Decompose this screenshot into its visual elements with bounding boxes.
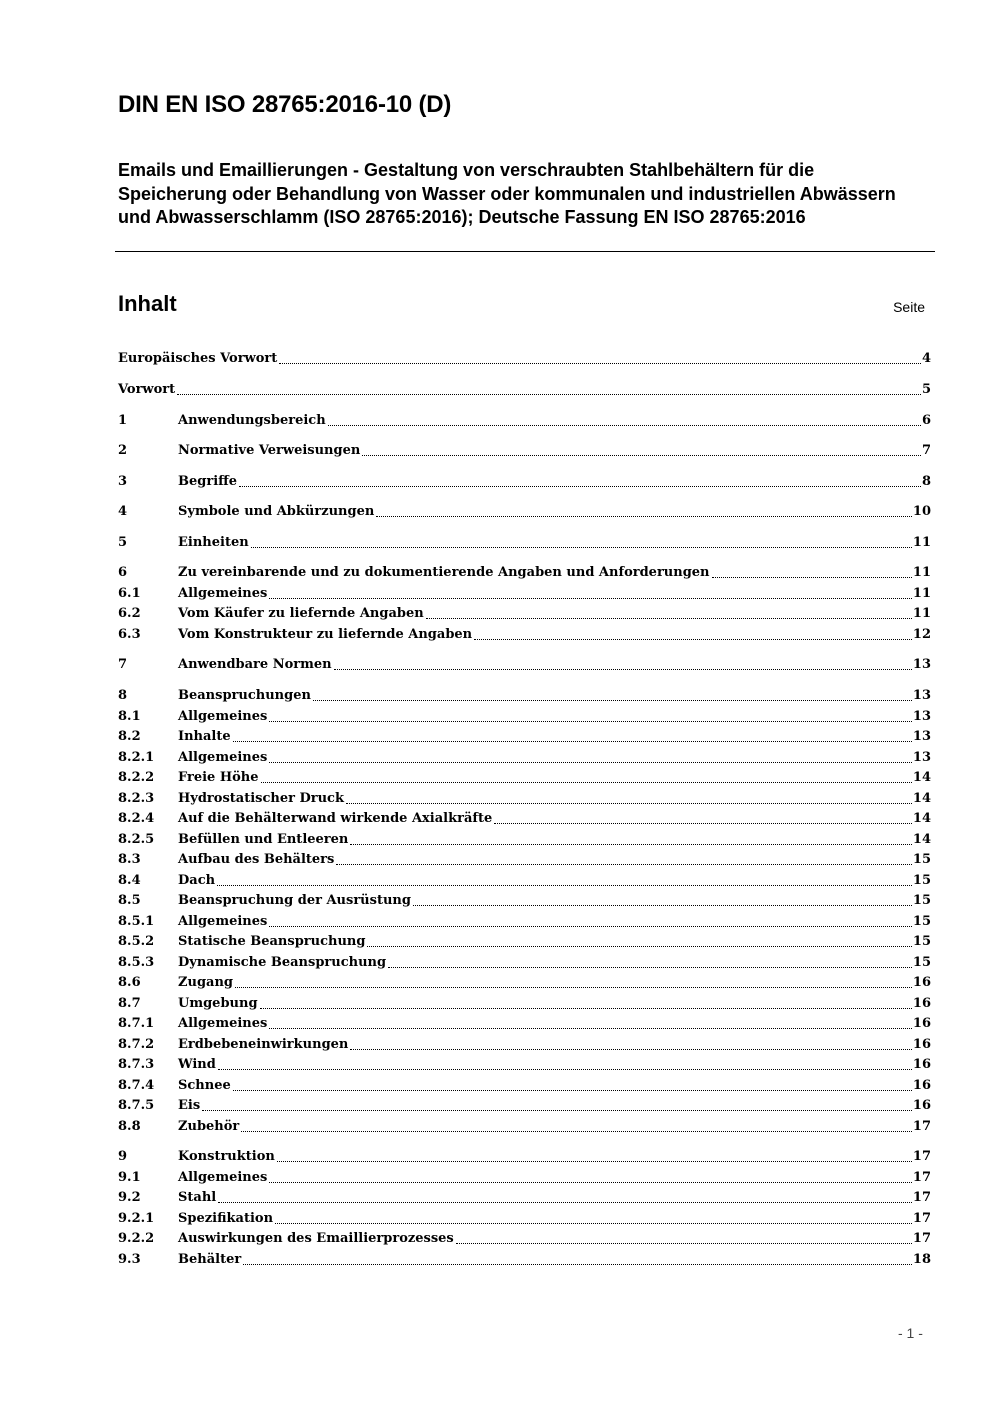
toc-entry-page: 15 — [912, 873, 931, 888]
toc-entry-title: Dynamische Beanspruchung — [178, 955, 387, 970]
toc-dot-leader — [243, 1264, 912, 1265]
toc-entry[interactable] — [118, 1033, 931, 1053]
toc-dot-leader — [350, 844, 912, 845]
toc-dot-leader — [277, 1161, 912, 1162]
toc-entry[interactable] — [118, 500, 931, 520]
toc-entry-title: Allgemeines — [178, 750, 268, 765]
toc-entry-title: Dach — [178, 873, 216, 888]
toc-entry-number: 3 — [118, 474, 128, 489]
toc-entry-page: 13 — [912, 750, 931, 765]
toc-dot-leader — [336, 864, 912, 865]
toc-entry-title: Allgemeines — [178, 1170, 268, 1185]
toc-entry-title: Hydrostatischer Druck — [178, 791, 344, 806]
toc-entry[interactable] — [118, 1186, 931, 1206]
toc-heading: Inhalt — [118, 291, 177, 316]
toc-entry-title: Auswirkungen des Emaillierprozesses — [178, 1231, 454, 1246]
toc-dot-leader — [350, 1049, 912, 1050]
title-divider — [115, 251, 935, 252]
toc-entry-title: Vorwort — [118, 382, 176, 397]
toc-entry-page: 16 — [912, 1078, 931, 1093]
toc-entry[interactable] — [118, 1166, 931, 1186]
toc-entry-title: Befüllen und Entleeren — [178, 832, 349, 847]
toc-entry[interactable] — [118, 910, 931, 930]
toc-dot-leader — [235, 987, 912, 988]
document-title: DIN EN ISO 28765:2016-10 (D) — [118, 91, 452, 118]
toc-dot-leader — [346, 803, 912, 804]
toc-entry[interactable] — [118, 531, 931, 551]
toc-entry-title: Zugang — [178, 975, 233, 990]
toc-entry-title: Allgemeines — [178, 586, 268, 601]
toc-entry-number: 8.5.1 — [118, 914, 155, 929]
toc-entry-page: 17 — [912, 1119, 931, 1134]
toc-entry-page: 4 — [921, 351, 931, 366]
toc-entry-page: 15 — [912, 955, 931, 970]
toc-dot-leader — [269, 1028, 912, 1029]
toc-entry-title: Stahl — [178, 1190, 217, 1205]
toc-dot-leader — [474, 639, 912, 640]
toc-dot-leader — [241, 1131, 912, 1132]
toc-entry-page: 14 — [912, 770, 931, 785]
toc-entry-page: 13 — [912, 729, 931, 744]
toc-entry[interactable] — [118, 746, 931, 766]
toc-entry-page: 11 — [912, 606, 931, 621]
toc-entry-number: 9.3 — [118, 1252, 141, 1267]
toc-dot-leader — [362, 455, 921, 456]
toc-dot-leader — [367, 946, 911, 947]
document-subtitle: Emails und Emaillierungen - Gestaltung von verschraubten Stahlbehältern für die Speicherung oder Behandlung von Wasser oder kommunalen und industriellen Abwässern und Abwasserschlamm (ISO 28765:2016); Deutsche Fassung EN ISO 28765:2016 — [118, 160, 896, 227]
toc-entry-title: Allgemeines — [178, 1016, 268, 1031]
toc-dot-leader — [494, 823, 912, 824]
toc-dot-leader — [217, 885, 912, 886]
toc-entry[interactable] — [118, 787, 931, 807]
toc-entry-title: Auf die Behälterwand wirkende Axialkräfte — [178, 811, 493, 826]
toc-entry-title: Begriffe — [178, 474, 238, 489]
toc-entry[interactable] — [118, 684, 931, 704]
toc-entry[interactable] — [118, 582, 931, 602]
toc-entry[interactable] — [118, 889, 931, 909]
toc-entry-title: Eis — [178, 1098, 201, 1113]
toc-entry-number: 6 — [118, 565, 128, 580]
toc-entry-number: 4 — [118, 504, 128, 519]
toc-entry-number: 8.6 — [118, 975, 141, 990]
toc-dot-leader — [202, 1110, 912, 1111]
toc-entry-title: Behälter — [178, 1252, 242, 1267]
toc-entry[interactable] — [118, 828, 931, 848]
toc-entry-number: 8.7.1 — [118, 1016, 155, 1031]
toc-entry-title: Allgemeines — [178, 709, 268, 724]
toc-entry[interactable] — [118, 1227, 931, 1247]
toc-entry-title: Vom Käufer zu liefernde Angaben — [178, 606, 424, 621]
toc-entry-title: Anwendbare Normen — [178, 657, 332, 672]
toc-entry-title: Statische Beanspruchung — [178, 934, 366, 949]
toc-entry-page: 7 — [921, 443, 931, 458]
toc-entry-title: Umgebung — [178, 996, 258, 1011]
toc-dot-leader — [456, 1243, 912, 1244]
toc-entry[interactable] — [118, 561, 931, 581]
toc-entry-title: Wind — [178, 1057, 216, 1072]
toc-entry-page: 18 — [912, 1252, 931, 1267]
toc-dot-leader — [239, 486, 921, 487]
toc-entry[interactable] — [118, 1248, 931, 1268]
toc-entry-page: 16 — [912, 1098, 931, 1113]
page-column-label: Seite — [893, 299, 925, 315]
toc-entry-number: 8.2.3 — [118, 791, 155, 806]
toc-entry[interactable] — [118, 439, 931, 459]
toc-entry-page: 17 — [912, 1190, 931, 1205]
toc-entry-page: 13 — [912, 709, 931, 724]
toc-entry-number: 8.7.3 — [118, 1057, 155, 1072]
toc-entry-page: 16 — [912, 1016, 931, 1031]
toc-entry[interactable] — [118, 1207, 931, 1227]
toc-entry-number: 5 — [118, 535, 128, 550]
toc-dot-leader — [233, 1090, 912, 1091]
toc-entry[interactable] — [118, 992, 931, 1012]
toc-entry-title: Freie Höhe — [178, 770, 259, 785]
toc-entry-title: Aufbau des Behälters — [178, 852, 335, 867]
toc-dot-leader — [269, 762, 912, 763]
toc-entry-page: 17 — [912, 1231, 931, 1246]
toc-dot-leader — [177, 394, 921, 395]
toc-entry-page: 8 — [921, 474, 931, 489]
toc-entry-page: 17 — [912, 1170, 931, 1185]
toc-entry-number: 8.3 — [118, 852, 141, 867]
toc-entry-page: 15 — [912, 852, 931, 867]
toc-entry-title: Spezifikation — [178, 1211, 274, 1226]
toc-entry-page: 12 — [912, 627, 931, 642]
toc-entry-number: 1 — [118, 413, 128, 428]
toc-dot-leader — [376, 516, 912, 517]
toc-entry-number: 2 — [118, 443, 128, 458]
toc-entry-page: 16 — [912, 975, 931, 990]
toc-entry[interactable] — [118, 807, 931, 827]
toc-entry-title: Anwendungsbereich — [178, 413, 326, 428]
toc-dot-leader — [279, 363, 921, 364]
toc-entry-page: 6 — [921, 413, 931, 428]
toc-entry-title: Beanspruchung der Ausrüstung — [178, 893, 411, 908]
toc-dot-leader — [261, 782, 912, 783]
toc-entry-title: Symbole und Abkürzungen — [178, 504, 375, 519]
toc-entry-title: Vom Konstrukteur zu liefernde Angaben — [178, 627, 473, 642]
toc-entry[interactable] — [118, 971, 931, 991]
toc-dot-leader — [413, 905, 912, 906]
toc-entry-title: Schnee — [178, 1078, 231, 1093]
toc-entry-page: 16 — [912, 996, 931, 1011]
toc-entry-number: 7 — [118, 657, 128, 672]
toc-dot-leader — [218, 1069, 912, 1070]
toc-entry-number: 8.2 — [118, 729, 141, 744]
toc-dot-leader — [218, 1202, 912, 1203]
toc-entry-number: 8.4 — [118, 873, 141, 888]
toc-dot-leader — [275, 1223, 912, 1224]
toc-entry[interactable] — [118, 869, 931, 889]
toc-entry[interactable] — [118, 653, 931, 673]
toc-entry-title: Normative Verweisungen — [178, 443, 361, 458]
toc-entry-title: Allgemeines — [178, 914, 268, 929]
toc-dot-leader — [334, 669, 912, 670]
toc-entry-page: 14 — [912, 811, 931, 826]
toc-entry[interactable] — [118, 409, 931, 429]
toc-dot-leader — [388, 967, 912, 968]
toc-entry-number: 8 — [118, 688, 128, 703]
toc-dot-leader — [426, 618, 912, 619]
toc-entry-number: 8.2.2 — [118, 770, 155, 785]
toc-entry[interactable] — [118, 725, 931, 745]
toc-dot-leader — [313, 700, 912, 701]
toc-dot-leader — [328, 425, 921, 426]
toc-entry-page: 17 — [912, 1149, 931, 1164]
toc-entry-page: 14 — [912, 791, 931, 806]
toc-entry-title: Konstruktion — [178, 1149, 275, 1164]
toc-entry-number: 8.7.4 — [118, 1078, 155, 1093]
toc-entry-number: 8.7.5 — [118, 1098, 155, 1113]
toc-entry[interactable] — [118, 930, 931, 950]
toc-entry-title: Einheiten — [178, 535, 249, 550]
toc-dot-leader — [269, 926, 912, 927]
toc-dot-leader — [260, 1008, 912, 1009]
toc-entry-number: 8.8 — [118, 1119, 141, 1134]
toc-entry[interactable] — [118, 378, 931, 398]
toc-entry[interactable] — [118, 1074, 931, 1094]
toc-entry-page: 15 — [912, 893, 931, 908]
toc-entry[interactable] — [118, 470, 931, 490]
toc-dot-leader — [233, 741, 912, 742]
toc-entry-number: 6.1 — [118, 586, 141, 601]
toc-entry-title: Erdbebeneinwirkungen — [178, 1037, 349, 1052]
toc-entry-page: 13 — [912, 688, 931, 703]
toc-entry-number: 9 — [118, 1149, 128, 1164]
toc-entry-page: 17 — [912, 1211, 931, 1226]
toc-entry-number: 8.2.5 — [118, 832, 155, 847]
page-number: - 1 - — [898, 1325, 923, 1341]
toc-entry-title: Inhalte — [178, 729, 231, 744]
toc-entry-number: 8.7.2 — [118, 1037, 155, 1052]
toc-entry-number: 8.7 — [118, 996, 141, 1011]
toc-entry-page: 11 — [912, 565, 931, 580]
toc-entry-title: Zubehör — [178, 1119, 240, 1134]
toc-entry-page: 16 — [912, 1037, 931, 1052]
toc-entry-number: 9.2 — [118, 1190, 141, 1205]
toc-entry[interactable] — [118, 1115, 931, 1135]
toc-dot-leader — [269, 598, 912, 599]
toc-entry[interactable] — [118, 951, 931, 971]
toc-entry[interactable] — [118, 1053, 931, 1073]
toc-entry-page: 15 — [912, 934, 931, 949]
toc-entry-number: 8.5.2 — [118, 934, 155, 949]
toc-entry-number: 6.2 — [118, 606, 141, 621]
toc-dot-leader — [269, 721, 912, 722]
toc-entry-number: 9.2.1 — [118, 1211, 155, 1226]
toc-dot-leader — [251, 547, 912, 548]
toc-entry[interactable] — [118, 1145, 931, 1165]
toc-entry-title: Beanspruchungen — [178, 688, 311, 703]
toc-entry-page: 16 — [912, 1057, 931, 1072]
toc-entry-number: 8.2.4 — [118, 811, 155, 826]
toc-entry-title: Zu vereinbarende und zu dokumentierende Angaben und Anforderungen — [178, 565, 710, 580]
toc-entry[interactable] — [118, 848, 931, 868]
toc-entry-number: 6.3 — [118, 627, 141, 642]
toc-dot-leader — [269, 1182, 912, 1183]
toc-entry[interactable] — [118, 347, 931, 367]
toc-entry-title: Europäisches Vorwort — [118, 351, 278, 366]
toc-entry-number: 8.5 — [118, 893, 141, 908]
toc-entry-number: 8.5.3 — [118, 955, 155, 970]
toc-entry-page: 10 — [912, 504, 931, 519]
toc-entry-page: 15 — [912, 914, 931, 929]
toc-dot-leader — [712, 577, 912, 578]
toc-entry[interactable] — [118, 602, 931, 622]
toc-entry[interactable] — [118, 705, 931, 725]
toc-entry-number: 8.1 — [118, 709, 141, 724]
toc-entry-page: 14 — [912, 832, 931, 847]
toc-entry-page: 11 — [912, 535, 931, 550]
toc-entry[interactable] — [118, 1094, 931, 1114]
toc-entry-number: 9.1 — [118, 1170, 141, 1185]
toc-entry-page: 5 — [921, 382, 931, 397]
toc-entry[interactable] — [118, 623, 931, 643]
toc-entry-page: 13 — [912, 657, 931, 672]
toc-entry-number: 9.2.2 — [118, 1231, 155, 1246]
toc-entry[interactable] — [118, 1012, 931, 1032]
toc-entry[interactable] — [118, 766, 931, 786]
toc-entry-page: 11 — [912, 586, 931, 601]
toc-entry-number: 8.2.1 — [118, 750, 155, 765]
